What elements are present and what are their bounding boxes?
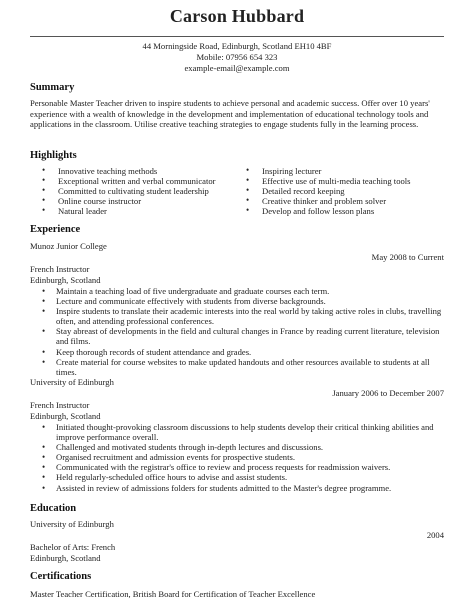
job-dates: January 2006 to December 2007: [332, 388, 444, 398]
job-bullet: • Organised recruitment and admission events for prospective students.: [42, 452, 446, 462]
highlight-item: • Develop and follow lesson plans: [244, 207, 411, 217]
highlight-item: • Committed to cultivating student leadership: [40, 187, 216, 197]
email-line: example-email@example.com: [184, 63, 290, 73]
address-line: 44 Morningside Road, Edinburgh, Scotland EH10 4BF: [142, 41, 332, 51]
education-location: Edinburgh, Scotland: [30, 553, 101, 563]
job-dates: May 2008 to Current: [371, 252, 444, 262]
candidate-name: Carson Hubbard: [169, 6, 305, 26]
job-bullet: • Create material for course websites to make updated handouts and other resources available to students at all times.: [42, 357, 446, 377]
highlight-item: • Innovative teaching methods: [40, 167, 216, 177]
job-employer: Munoz Junior College: [30, 241, 107, 251]
header-divider: [30, 36, 444, 37]
highlights-left-list: [40, 167, 216, 217]
summary-heading: Summary: [30, 82, 75, 93]
job-bullet: • Lecture and communicate effectively with students from diverse backgrounds.: [42, 296, 446, 306]
job-bullet: • Assisted in review of admissions folders for students admitted to the Master's degree programme.: [42, 483, 446, 493]
job-bullet: • Communicated with the registrar's office to review and process requests for readmission waivers.: [42, 462, 446, 472]
job-bullet: • Initiated thought-provoking classroom discussions to help students develop their critical thinking abilities and improve performance overall.: [42, 422, 446, 442]
certification-text: Master Teacher Certification, British Board for Certification of Teacher Excellence: [30, 589, 316, 599]
job-bullet: • Maintain a teaching load of five undergraduate and graduate courses each term.: [42, 286, 446, 296]
job-bullets: [42, 286, 446, 377]
highlight-item: • Detailed record keeping: [244, 187, 411, 197]
job-title: French Instructor: [30, 264, 90, 274]
job-location: Edinburgh, Scotland: [30, 275, 101, 285]
education-year: 2004: [426, 530, 444, 540]
highlight-item: • Creative thinker and problem solver: [244, 197, 411, 207]
job-bullets: [42, 422, 446, 493]
summary-text: Personable Master Teacher driven to inspire students to achieve personal and academic success. Offer over 10 years' experience with a wealth of knowledge in the development and implementation of educational technology tools and applications in the classroom. Utilise creative teaching strategies to engage students fully in the learning process.: [30, 98, 430, 130]
education-heading: Education: [30, 503, 77, 514]
job-location: Edinburgh, Scotland: [30, 411, 101, 421]
job-employer: University of Edinburgh: [30, 377, 114, 387]
education-school: University of Edinburgh: [30, 519, 114, 529]
highlight-item: • Exceptional written and verbal communicator: [40, 177, 216, 187]
highlight-item: • Inspiring lecturer: [244, 167, 411, 177]
highlight-item: • Natural leader: [40, 207, 216, 217]
job-bullet: • Keep thorough records of student attendance and grades.: [42, 347, 446, 357]
highlight-item: • Online course instructor: [40, 197, 216, 207]
job-bullet: • Inspire students to translate their academic interests into the real world by taking active roles in clubs, travelling often, and attending professional conferences.: [42, 306, 446, 326]
certifications-heading: Certifications: [30, 571, 92, 582]
job-bullet: • Stay abreast of developments in the field and cultural changes in France by reading current literature, television and films.: [42, 326, 446, 346]
education-degree: Bachelor of Arts: French: [30, 542, 116, 552]
highlight-item: • Effective use of multi-media teaching tools: [244, 177, 411, 187]
experience-heading: Experience: [30, 224, 81, 235]
highlights-right-list: [244, 167, 411, 217]
highlights-heading: Highlights: [30, 150, 77, 161]
job-bullet: • Challenged and motivated students through in-depth lectures and discussions.: [42, 442, 446, 452]
mobile-line: Mobile: 07956 654 323: [196, 52, 278, 62]
job-bullet: • Held regularly-scheduled office hours to advise and assist students.: [42, 472, 446, 482]
job-title: French Instructor: [30, 400, 90, 410]
